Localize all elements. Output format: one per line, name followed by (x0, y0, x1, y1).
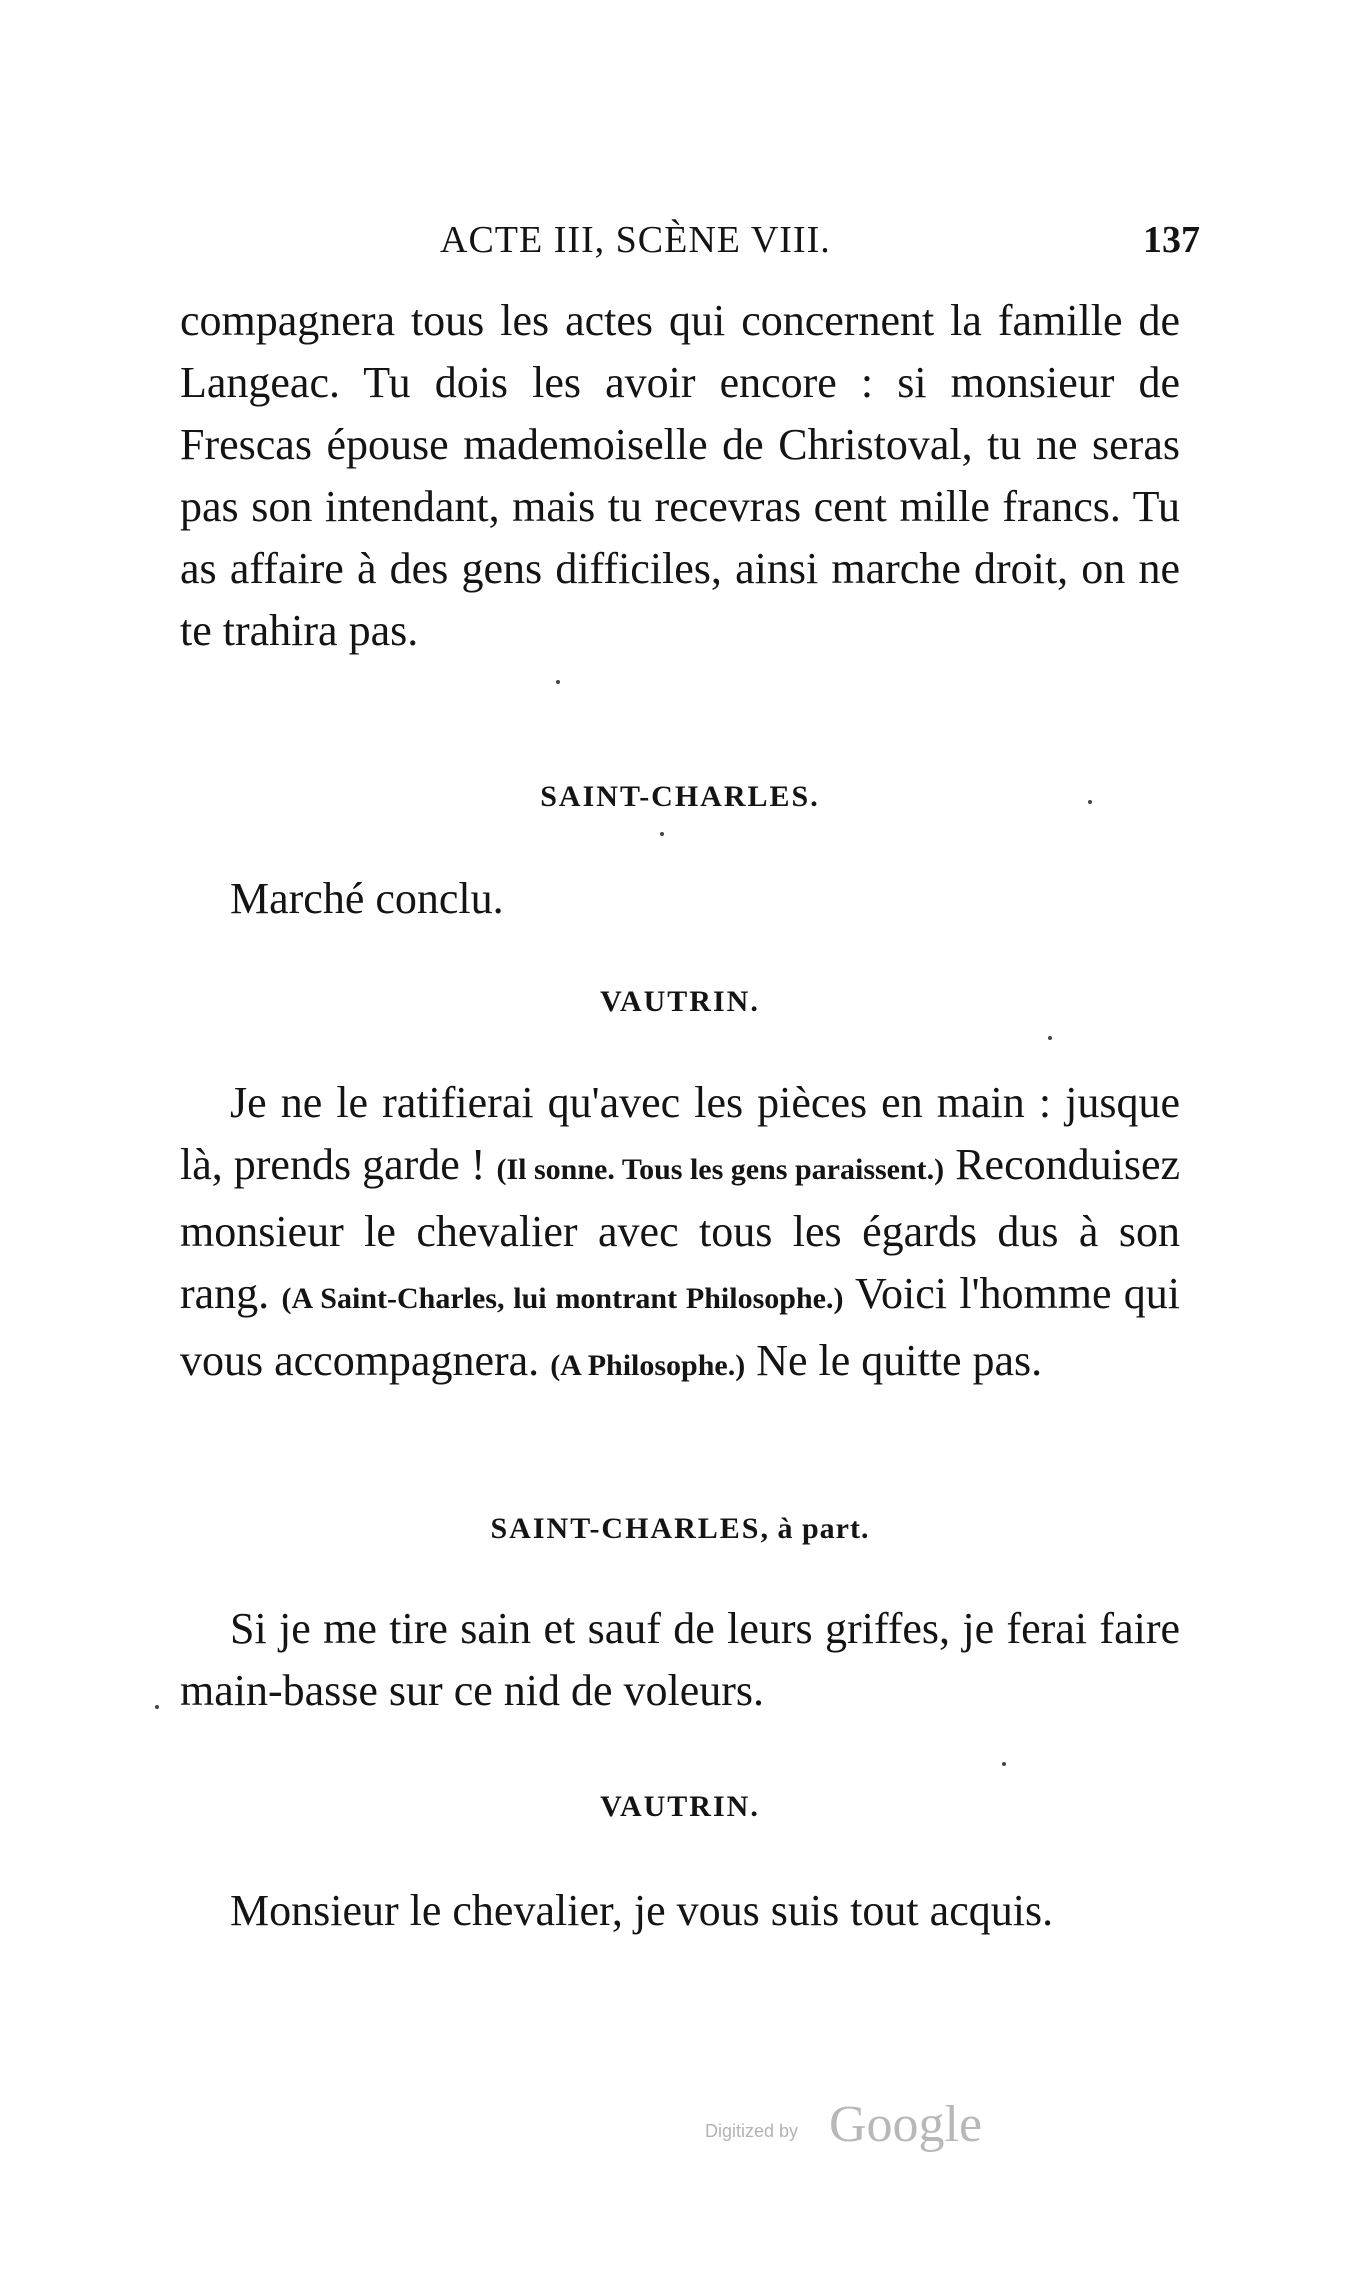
digitized-label: Digitized by (705, 2121, 799, 2141)
paragraph-continuation (180, 290, 1180, 662)
scan-speck (1048, 1036, 1052, 1040)
dialogue-line (180, 868, 1180, 930)
digitized-watermark (705, 2095, 1005, 2155)
scan-speck (660, 832, 664, 836)
dialogue-text: Marché conclu. (230, 874, 504, 923)
dialogue-line (180, 1598, 1180, 1722)
dialogue-text: Si je me tire sain et sauf de leurs griffes, je ferai faire main-basse sur ce nid de voleurs. (180, 1604, 1180, 1715)
speaker-name: SAINT-CHARLES. (540, 780, 820, 813)
speaker-heading (180, 780, 1180, 814)
speaker-aside: , à part. (760, 1512, 870, 1545)
speaker-name: VAUTRIN. (600, 985, 760, 1018)
scan-speck (556, 680, 560, 684)
dialogue-text: Je ne le ratifierai qu'avec les pièces en main : jusque là, prends garde ! (180, 1078, 1180, 1189)
stage-direction: (A Saint-Charles, lui montrant Philosophe.) (281, 1282, 844, 1315)
speaker-name: SAINT-CHARLES (490, 1512, 761, 1545)
scan-speck (1088, 800, 1092, 804)
dialogue-text: Voici l'homme qui vous accompagnera. (180, 1269, 1180, 1385)
google-logo: Google (829, 2096, 983, 2153)
dialogue-text: Ne le quitte pas. (756, 1336, 1043, 1385)
dialogue-line (180, 1072, 1180, 1397)
speaker-heading (180, 1512, 1180, 1546)
dialogue-text: Reconduisez monsieur le chevalier avec tous les égards dus à son rang. (180, 1140, 1180, 1318)
scan-speck (155, 1705, 159, 1709)
speaker-heading (180, 985, 1180, 1019)
page-number: 137 (1143, 219, 1200, 261)
page-header (440, 218, 1200, 278)
running-title: ACTE III, SCÈNE VIII. (440, 219, 831, 261)
dialogue-text: Monsieur le chevalier, je vous suis tout acquis. (230, 1886, 1054, 1935)
scan-speck (1002, 1762, 1006, 1766)
stage-direction: (Il sonne. Tous les gens paraissent.) (496, 1153, 945, 1186)
paragraph-text: compagnera tous les actes qui concernent la famille de Langeac. Tu dois les avoir encore : si monsieur de Frescas épouse mademoiselle de Christoval, tu ne seras pas son intendant, mais tu recevras cent mille francs. Tu as affaire à des gens difficiles, ainsi marche droit, on ne te trahira pas. (180, 296, 1180, 655)
speaker-heading (180, 1790, 1180, 1824)
speaker-name: VAUTRIN. (600, 1790, 760, 1823)
stage-direction: (A Philosophe.) (550, 1349, 746, 1382)
dialogue-line (180, 1880, 1180, 1942)
